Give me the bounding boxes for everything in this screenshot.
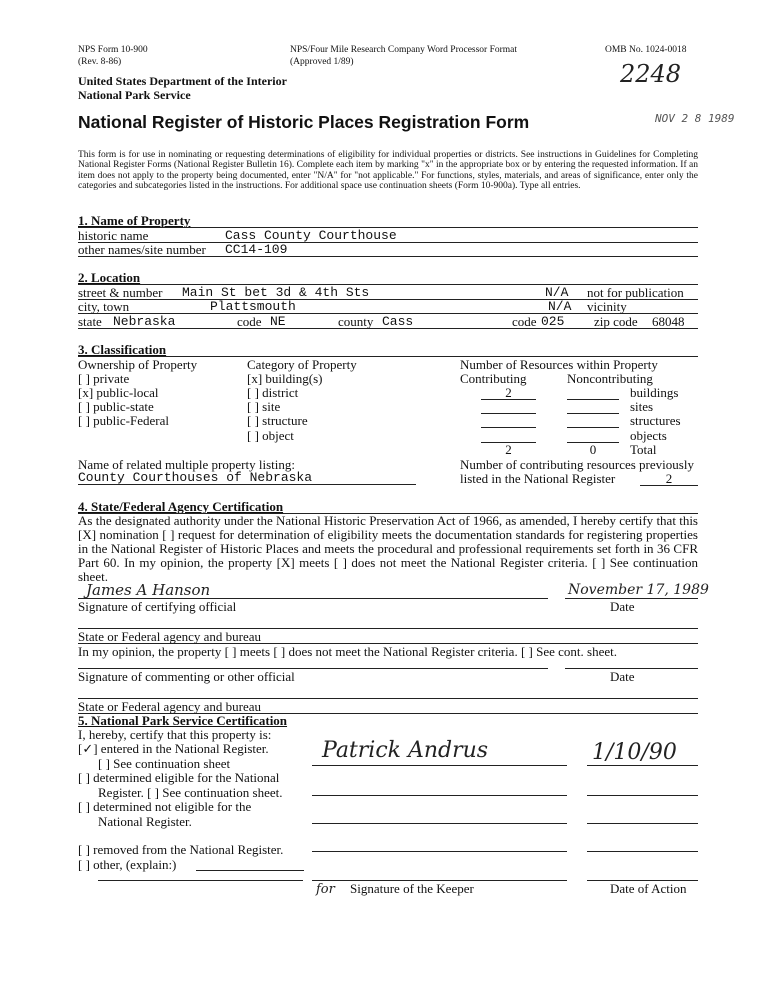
zip-field[interactable]: 68048 [652,314,685,329]
contributing-total: 2 [505,442,512,457]
other-names-label: other names/site number [78,242,206,257]
certifying-official-signature: James A Hanson [86,581,211,599]
state-field[interactable]: Nebraska [113,314,176,329]
date-of-action-label: Date of Action [610,881,687,896]
total-label: Total [630,442,657,457]
agency-bureau-label-2: State or Federal agency and bureau [78,699,262,714]
street-label: street & number [78,285,163,300]
other-names-field[interactable]: CC14-109 [225,242,288,257]
other-explain[interactable]: [ ] other, (explain:) [78,857,177,872]
county-code-field[interactable]: 025 [541,314,565,329]
previous-resources-field[interactable]: 2 [640,472,698,486]
instructions: This form is for use in nominating or requesting determinations of eligibility for individual properties or districts. See instructions in Guidelines for Completing National Register Forms (National Register Bulletin 16). Complete each item by marking "x" in the appropriate box or by entering the requested information. If an item does not apply to the property being documented, enter "N/A" for "not applicable." For functions, styles, materials, and areas of significance, enter only the categories and subcategories listed in the instructions. For additional space use continuation sheets (Form 10-900a). Type all entries. [78,150,698,192]
not-eligible-cont: National Register. [98,814,192,829]
category-label: Category of Property [247,357,357,372]
format-note: NPS/Four Mile Research Company Word Processor Format [290,45,518,55]
not-for-publication: not for publication [587,285,684,300]
received-stamp: NOV 2 8 1989 [655,112,735,125]
ownership-private[interactable]: [ ] private [78,371,130,386]
category-district[interactable]: [ ] district [247,385,299,400]
city-na[interactable]: N/A [548,299,572,314]
street-field[interactable]: Main St bet 3d & 4th Sts [182,285,370,300]
city-label: city, town [78,299,130,314]
action-date-handwritten: 1/10/90 [592,740,677,765]
entered-continuation[interactable]: [ ] See continuation sheet [98,756,231,771]
county-label: county [338,314,374,329]
approved-note: (Approved 1/89) [290,57,354,67]
commenting-opinion: In my opinion, the property [ ] meets [ ] does not meet the National Register criteria. [ ] See cont. sheet. [78,644,617,659]
county-field[interactable]: Cass [382,314,414,329]
keeper-signature: Patrick Andrus [322,738,489,763]
county-code-label: code [512,314,537,329]
category-object[interactable]: [ ] object [247,428,294,443]
section-1-heading: 1. Name of Property [78,213,191,228]
for-mark: for [316,882,335,897]
section-3-heading: 3. Classification [78,342,167,357]
section-4-heading: 4. State/Federal Agency Certification [78,499,284,514]
contributing-sites[interactable] [481,400,536,414]
zip-label: zip code [594,314,638,329]
historic-name-field[interactable]: Cass County Courthouse [225,228,397,243]
vicinity-label: vicinity [587,299,627,314]
certification-date-handwritten: November 17, 1989 [568,582,709,598]
resources-label: Number of Resources within Property [460,357,658,372]
street-na[interactable]: N/A [545,285,569,300]
noncontributing-buildings[interactable] [567,386,619,400]
noncontributing-objects[interactable] [567,429,619,443]
state-code-field[interactable]: NE [270,314,286,329]
entered-in-register[interactable]: [✓] entered in the National Register. [78,741,269,756]
certification-statement: As the designated authority under the National Historic Preservation Act of 1966, as amended, I hereby certify that this [X] nomination [ ] request for determination of eligibility meets the documentation standards for registering properties in the National Register of Historic Places and meets the procedural and professional requirements set forth in 36 CFR Part 60. In my opinion, the property [X] meets [ ] does not meet the National Register criteria. [ ] See continuation sheet. [78,513,698,584]
ownership-public-state[interactable]: [ ] public-state [78,399,154,414]
date-label: Date [610,599,635,614]
noncontributing-sites[interactable] [567,400,619,414]
contributing-buildings[interactable]: 2 [481,386,536,400]
ownership-public-local[interactable]: [x] public-local [78,385,159,400]
category-structure[interactable]: [ ] structure [247,413,308,428]
category-buildings[interactable]: [x] building(s) [247,371,323,386]
eligible-continuation[interactable]: Register. [ ] See continuation sheet. [98,785,283,800]
historic-name-label: historic name [78,228,149,243]
state-label: state [78,314,102,329]
determined-not-eligible[interactable]: [ ] determined not eligible for the [78,799,252,814]
omb-number: OMB No. 1024-0018 [605,45,687,55]
buildings-label: buildings [630,385,679,400]
form-revision: (Rev. 8-86) [78,57,122,67]
state-code-label: code [237,314,262,329]
multiple-listing-field[interactable]: County Courthouses of Nebraska [78,471,416,485]
date-label-2: Date [610,669,635,684]
previous-resources-label-2: listed in the National Register [460,471,616,486]
ownership-public-federal[interactable]: [ ] public-Federal [78,413,169,428]
keeper-intro: I, hereby, certify that this property is: [78,727,272,742]
sites-label: sites [630,399,654,414]
multiple-listing-label: Name of related multiple property listing: [78,457,295,472]
ownership-label: Ownership of Property [78,357,198,372]
section-2-heading: 2. Location [78,270,141,285]
form-title: National Register of Historic Places Registration Form [78,112,530,132]
commenting-official-label: Signature of commenting or other official [78,669,295,684]
category-site[interactable]: [ ] site [247,399,281,414]
contributing-objects[interactable] [481,429,536,443]
noncontributing-structures[interactable] [567,414,619,428]
service: National Park Service [78,88,191,102]
removed-from-register[interactable]: [ ] removed from the National Register. [78,842,284,857]
agency-bureau-label: State or Federal agency and bureau [78,629,262,644]
city-field[interactable]: Plattsmouth [210,299,296,314]
previous-resources-label: Number of contributing resources previously [460,457,694,472]
noncontributing-label: Noncontributing [567,371,653,386]
keeper-signature-label: Signature of the Keeper [350,881,474,896]
contributing-label: Contributing [460,371,527,386]
handwritten-number: 2248 [620,60,682,88]
contributing-structures[interactable] [481,414,536,428]
noncontributing-total: 0 [589,442,597,457]
certifying-official-label: Signature of certifying official [78,599,237,614]
department: United States Department of the Interior [78,74,287,88]
section-5-heading: 5. National Park Service Certification [78,713,288,728]
objects-label: objects [630,428,667,443]
structures-label: structures [630,413,681,428]
form-number: NPS Form 10-900 [78,45,148,55]
determined-eligible[interactable]: [ ] determined eligible for the National [78,770,280,785]
